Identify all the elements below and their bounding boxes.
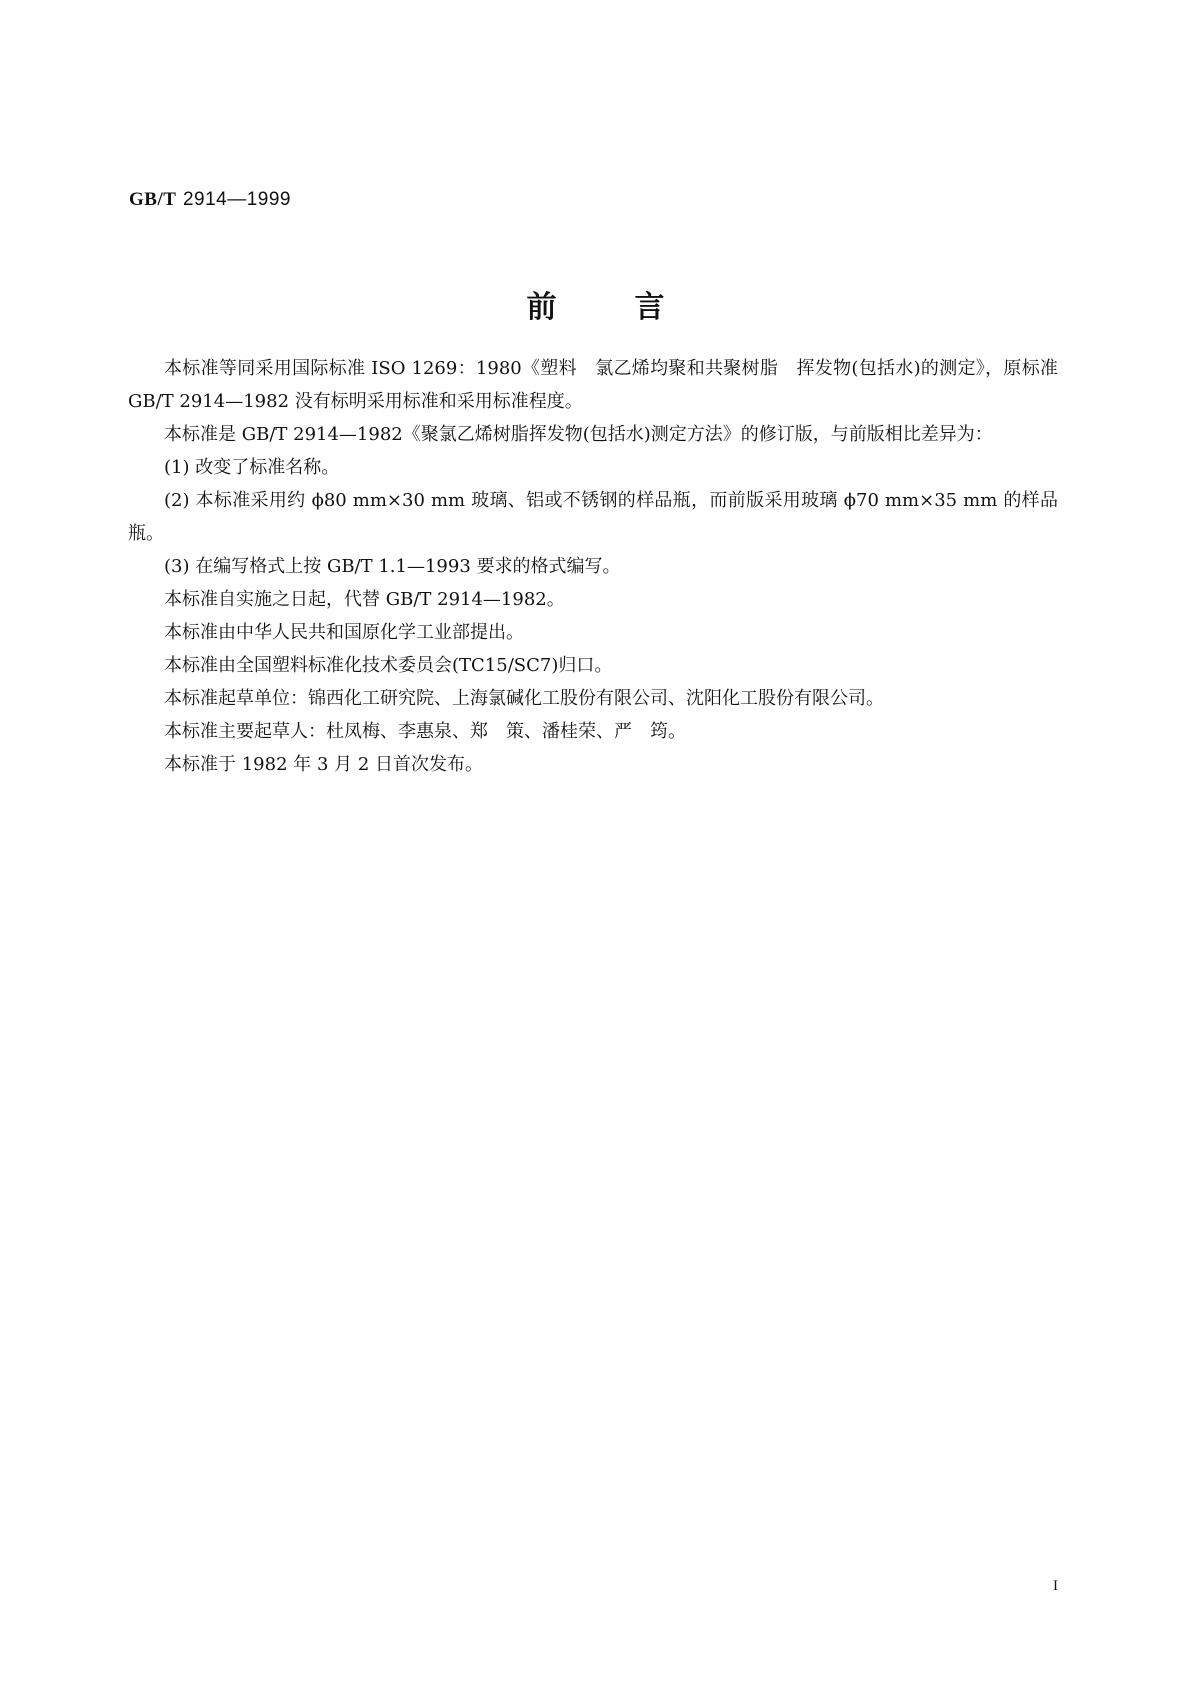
paragraph-revision: 本标准是 GB/T 2914—1982《聚氯乙烯树脂挥发物(包括水)测定方法》的修订版，与前版相比差异为： [164,424,993,445]
page-title: 前言 [526,290,743,325]
paragraph-committee: 本标准由全国塑料标准化技术委员会(TC15/SC7)归口。 [164,655,613,676]
paragraph-replacement: 本标准自实施之日起，代替 GB/T 2914—1982。 [164,589,565,610]
page-number: I [1053,1578,1058,1594]
paragraph-proposer: 本标准由中华人民共和国原化学工业部提出。 [164,622,524,643]
foreword-body [128,352,1058,781]
paragraph-drafters: 本标准主要起草人：杜凤梅、李惠泉、郑 策、潘桂荣、严 筠。 [164,721,686,742]
paragraph-change-2: (2) 本标准采用约 ϕ80 mm×30 mm 玻璃、铝或不锈钢的样品瓶，而前版采用玻璃 ϕ70 mm×35 mm 的样品瓶。 [128,490,1058,544]
paragraph-adoption: 本标准等同采用国际标准 ISO 1269：1980《塑料 氯乙烯均聚和共聚树脂 挥发物(包括水)的测定》，原标准 GB/T 2914—1982 没有标明采用标准和采用标准程度。 [128,358,1058,412]
standard-number: 2914—1999 [182,189,291,210]
standard-header [129,188,291,211]
paragraph-drafting-units: 本标准起草单位：锦西化工研究院、上海氯碱化工股份有限公司、沈阳化工股份有限公司。 [164,688,884,709]
standard-prefix: GB/T [129,189,177,210]
paragraph-change-1: (1) 改变了标准名称。 [164,457,340,478]
paragraph-change-3: (3) 在编写格式上按 GB/T 1.1—1993 要求的格式编写。 [164,556,621,577]
paragraph-first-release: 本标准于 1982 年 3 月 2 日首次发布。 [164,754,484,775]
